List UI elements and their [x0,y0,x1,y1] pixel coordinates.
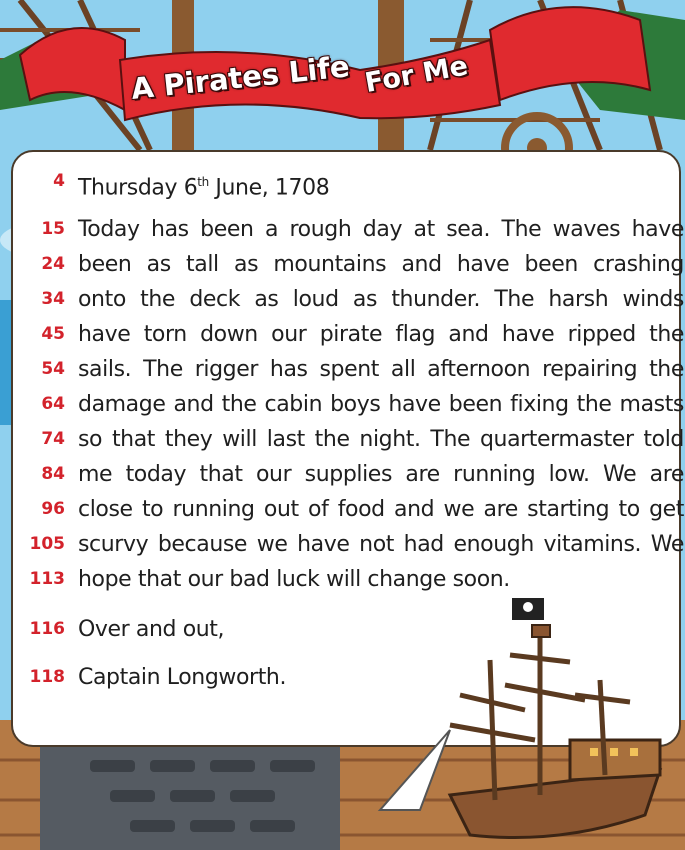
pirate-ship-icon [360,590,685,850]
word-count: 24 [41,254,65,274]
diary-text-line: Over and out, [78,617,225,642]
title-line-1: A Pirates Life [129,49,352,106]
diary-body-line [11,215,685,245]
word-count: 4 [53,171,65,191]
diary-body-line [11,495,685,525]
diary-body-line [11,320,685,350]
diary-body-line [11,425,685,455]
diary-text-line: sails. The rigger has spent all afternoon repairing the [78,357,684,382]
skull-flag-icon [512,598,544,620]
diary-text-line: hope that our bad luck will change soon. [78,567,510,592]
word-count: 15 [41,219,65,239]
word-count: 64 [41,394,65,414]
title-line-2: For Me [362,50,471,99]
word-count: 118 [29,667,65,687]
diary-date: Thursday 6th June, 1708 [78,175,330,201]
word-count: 84 [41,464,65,484]
diary-text-line: so that they will last the night. The quartermaster told [78,427,684,452]
diary-text-line: onto the deck as loud as thunder. The harsh winds [78,287,684,312]
diary-body-line [11,390,685,420]
word-count: 96 [41,499,65,519]
word-count: 113 [29,569,65,589]
diary-text-line: Captain Longworth. [78,665,287,690]
diary-body-line [11,285,685,315]
diary-text-line: been as tall as mountains and have been crashing [78,252,684,277]
word-count: 116 [29,619,65,639]
word-count: 45 [41,324,65,344]
word-count: 54 [41,359,65,379]
diary-text-line: Today has been a rough day at sea. The waves have [78,217,684,242]
diary-text-line: close to running out of food and we are starting to get [78,497,684,522]
diary-body-line [11,355,685,385]
word-count: 105 [29,534,65,554]
diary-text-line: scurvy because we have not had enough vitamins. We [78,532,684,557]
diary-text-line: me today that our supplies are running low. We are [78,462,684,487]
diary-body-line [11,460,685,490]
diary-text-line: have torn down our pirate flag and have ripped the [78,322,684,347]
word-count: 74 [41,429,65,449]
diary-text-line: damage and the cabin boys have been fixing the masts [78,392,684,417]
date-line [11,167,685,201]
diary-body-line [11,530,685,560]
title [0,0,685,150]
diary-body-line [11,250,685,280]
word-count: 34 [41,289,65,309]
